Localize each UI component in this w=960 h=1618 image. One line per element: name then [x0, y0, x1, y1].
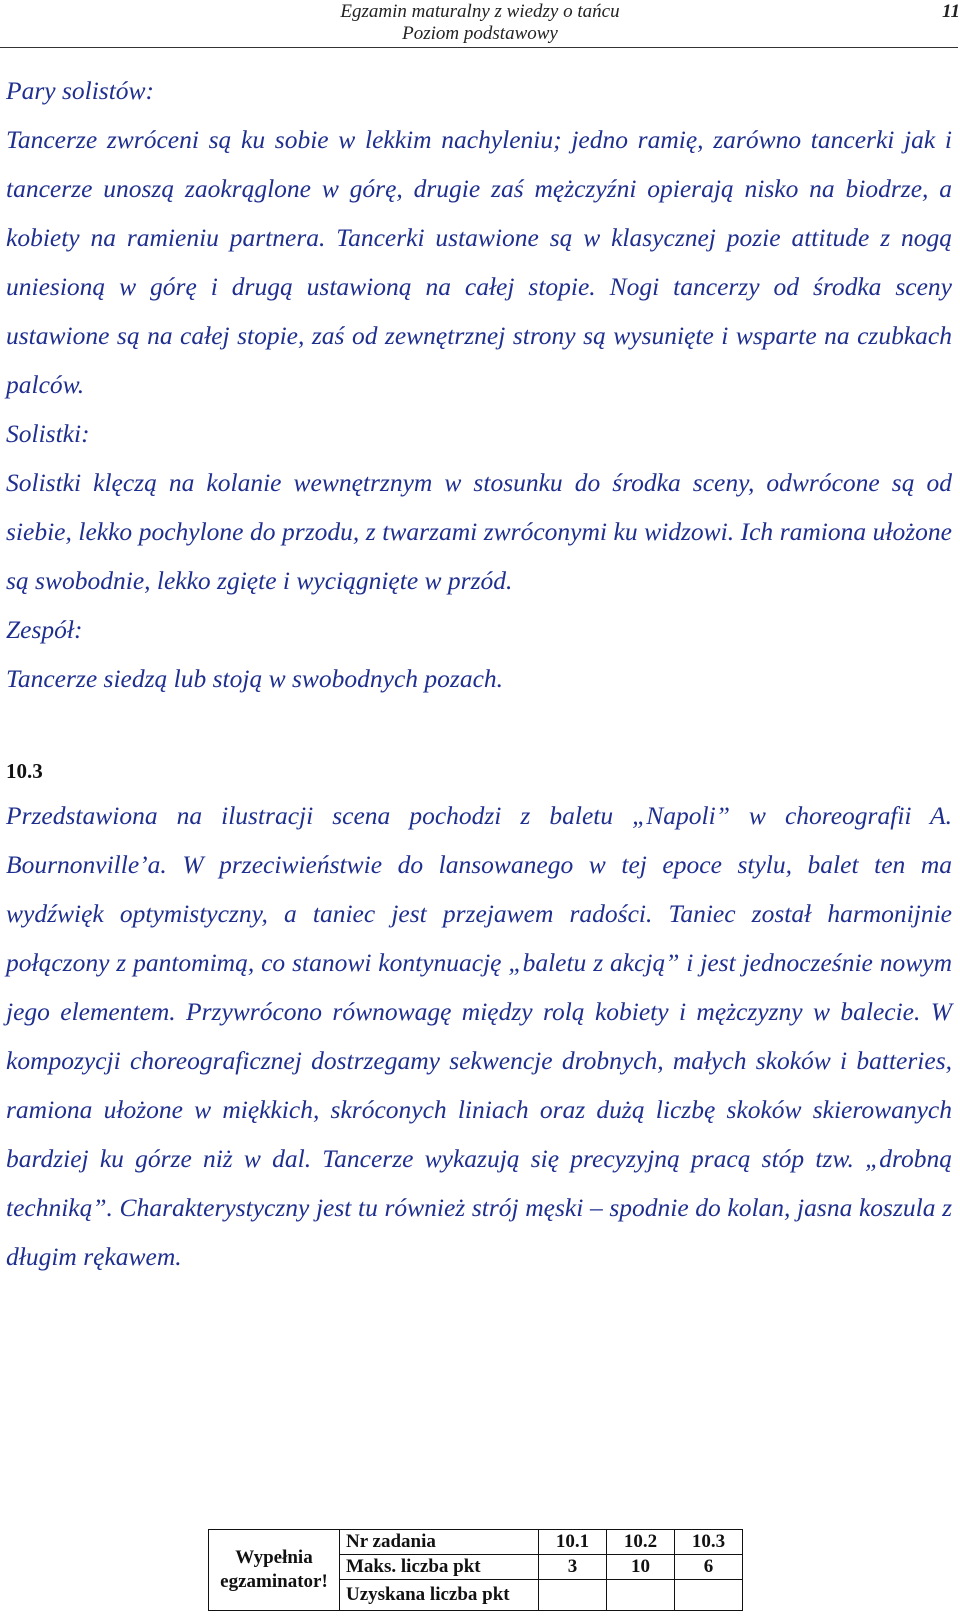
task-answer-text: Przedstawiona na ilustracji scena pochodzi z baletu „Napoli” w choreografii A. Bournonville’a. W przeciwieństwie do lansowanego w tej epoce stylu, balet ten ma wydźwięk optymistyczny, a taniec jest przejawem radości. Taniec został harmonijnie połączony z pantomimą, co stanowi kontynuację „baletu z akcją” i jest jednocześnie nowym jego elementem. Przywrócono równowagę między rolą kobiety i mężczyzny w balecie. W kompozycji choreograficznej dostrzegamy sekwencje drobnych, małych skoków i batteries, ramiona ułożone w miękkich, skróconych liniach oraz dużą liczbę skoków skierowanych bardziej ku górze niż w dal. Tancerze wykazują się precyzyjną pracą stóp tzw. „drobną techniką”. Charakterystyczny jest tu również strój męski – spodnie do kolan, jasna koszula z długim rękawem.	[6, 801, 952, 1271]
task-cell: 10.2	[607, 1530, 675, 1555]
page-number: 11	[942, 1, 960, 22]
pary-heading: Pary solistów:	[6, 76, 155, 105]
task-cell: 10.3	[675, 1530, 743, 1555]
task-number: 10.3	[6, 759, 43, 783]
row-header-max: Maks. liczba pkt	[340, 1555, 539, 1580]
score-cell[interactable]	[607, 1580, 675, 1611]
solistki-heading: Solistki:	[6, 419, 90, 448]
pary-text: Tancerze zwróceni są ku sobie w lekkim nachyleniu; jedno ramię, zarówno tancerki jak i tancerze unoszą zaokrąglone w górę, drugie zaś mężczyźni opierają nisko na biodrze, a kobiety na ramieniu partnera. Tancerki ustawione są w klasycznej pozie attitude z nogą uniesioną w górę i drugą ustawioną na całej stopie. Nogi tancerzy od środka sceny ustawione są na całej stopie, zaś od zewnętrznej strony są wysunięte i wsparte na czubkach palców.	[6, 125, 952, 399]
score-cell[interactable]	[539, 1580, 607, 1611]
row-header-task: Nr zadania	[340, 1530, 539, 1555]
scoring-table	[208, 1529, 743, 1611]
answer-content	[6, 66, 952, 1281]
exam-level: Poziom podstawowy	[402, 23, 558, 44]
task-cell: 10.1	[539, 1530, 607, 1555]
examiner-label-line2: egzaminator!	[220, 1571, 328, 1592]
solistki-text: Solistki klęczą na kolanie wewnętrznym w stosunku do środka sceny, odwrócone są od siebie, lekko pochylone do przodu, z twarzami zwróconymi ku widzowi. Ich ramiona ułożone są swobodnie, lekko zgięte i wyciągnięte w przód.	[6, 468, 952, 595]
zespol-text: Tancerze siedzą lub stoją w swobodnych pozach.	[6, 664, 504, 693]
score-cell[interactable]	[675, 1580, 743, 1611]
examiner-label-line1: Wypełnia	[235, 1547, 313, 1568]
page-header	[0, 0, 960, 48]
row-header-score: Uzyskana liczba pkt	[340, 1580, 539, 1611]
max-points-cell: 6	[675, 1555, 743, 1580]
exam-title: Egzamin maturalny z wiedzy o tańcu	[340, 1, 620, 22]
max-points-cell: 10	[607, 1555, 675, 1580]
examiner-label	[209, 1530, 340, 1611]
max-points-cell: 3	[539, 1555, 607, 1580]
zespol-heading: Zespół:	[6, 615, 83, 644]
header-divider	[0, 47, 958, 48]
